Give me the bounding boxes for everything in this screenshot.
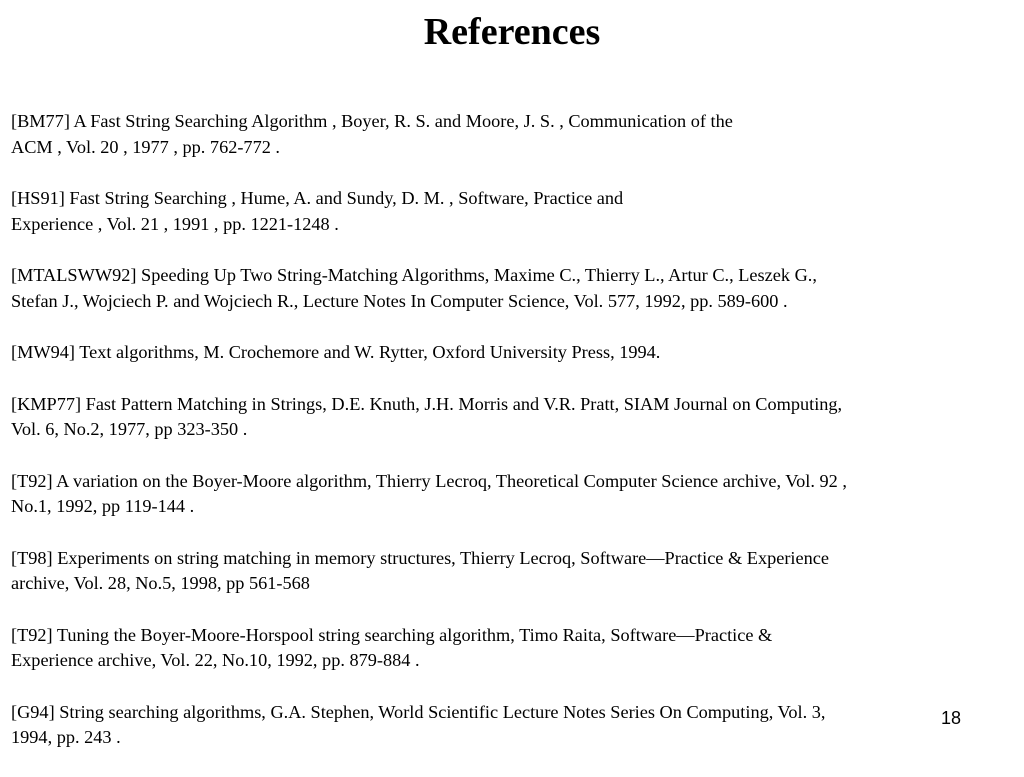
reference-line: [HS91] Fast String Searching , Hume, A. and Sundy, D. M. , Software, Practice and	[11, 188, 624, 208]
reference-line: [T92] Tuning the Boyer-Moore-Horspool string searching algorithm, Timo Raita, Software—Practice &	[11, 624, 773, 645]
reference-item	[11, 186, 1016, 237]
reference-line: ACM , Vol. 20 , 1977 , pp. 762-772 .	[11, 136, 280, 157]
reference-line: Experience archive, Vol. 22, No.10, 1992, pp. 879-884 .	[11, 650, 420, 670]
reference-list	[11, 109, 1016, 777]
reference-line: Stefan J., Wojciech P. and Wojciech R., Lecture Notes In Computer Science, Vol. 577, 1992, pp. 589-600 .	[11, 290, 788, 311]
reference-item	[11, 340, 1016, 366]
reference-item	[11, 546, 1016, 597]
reference-item	[11, 392, 1016, 443]
reference-line: archive, Vol. 28, No.5, 1998, pp 561-568	[11, 573, 310, 593]
reference-line: [MTALSWW92] Speeding Up Two String-Matching Algorithms, Maxime C., Thierry L., Artur C., Leszek G.,	[11, 265, 817, 285]
reference-line: No.1, 1992, pp 119-144 .	[11, 496, 195, 516]
reference-item	[11, 700, 1016, 751]
reference-line: [BM77] A Fast String Searching Algorithm , Boyer, R. S. and Moore, J. S. , Communication of the	[11, 111, 733, 131]
reference-item	[11, 263, 1016, 314]
reference-line: [T98] Experiments on string matching in memory structures, Thierry Lecroq, Software—Practice & Experience	[11, 547, 829, 568]
reference-line: 1994, pp. 243 .	[11, 727, 121, 747]
reference-line: [KMP77] Fast Pattern Matching in Strings, D.E. Knuth, J.H. Morris and V.R. Pratt, SIAM Journal on Computing,	[11, 393, 843, 414]
reference-item	[11, 109, 1016, 160]
page-number: 18	[941, 708, 962, 728]
reference-line: [G94] String searching algorithms, G.A. Stephen, World Scientific Lecture Notes Series On Computing, Vol. 3,	[11, 701, 826, 722]
reference-line: Experience , Vol. 21 , 1991 , pp. 1221-1248 .	[11, 213, 339, 234]
reference-line: [MW94] Text algorithms, M. Crochemore and W. Rytter, Oxford University Press, 1994.	[11, 342, 661, 362]
reference-item	[11, 623, 1016, 674]
reference-item	[11, 469, 1016, 520]
reference-line: Vol. 6, No.2, 1977, pp 323-350 .	[11, 419, 248, 439]
reference-line: [T92] A variation on the Boyer-Moore algorithm, Thierry Lecroq, Theoretical Computer Science archive, Vol. 92 ,	[11, 470, 847, 491]
slide-title: References	[423, 11, 601, 53]
